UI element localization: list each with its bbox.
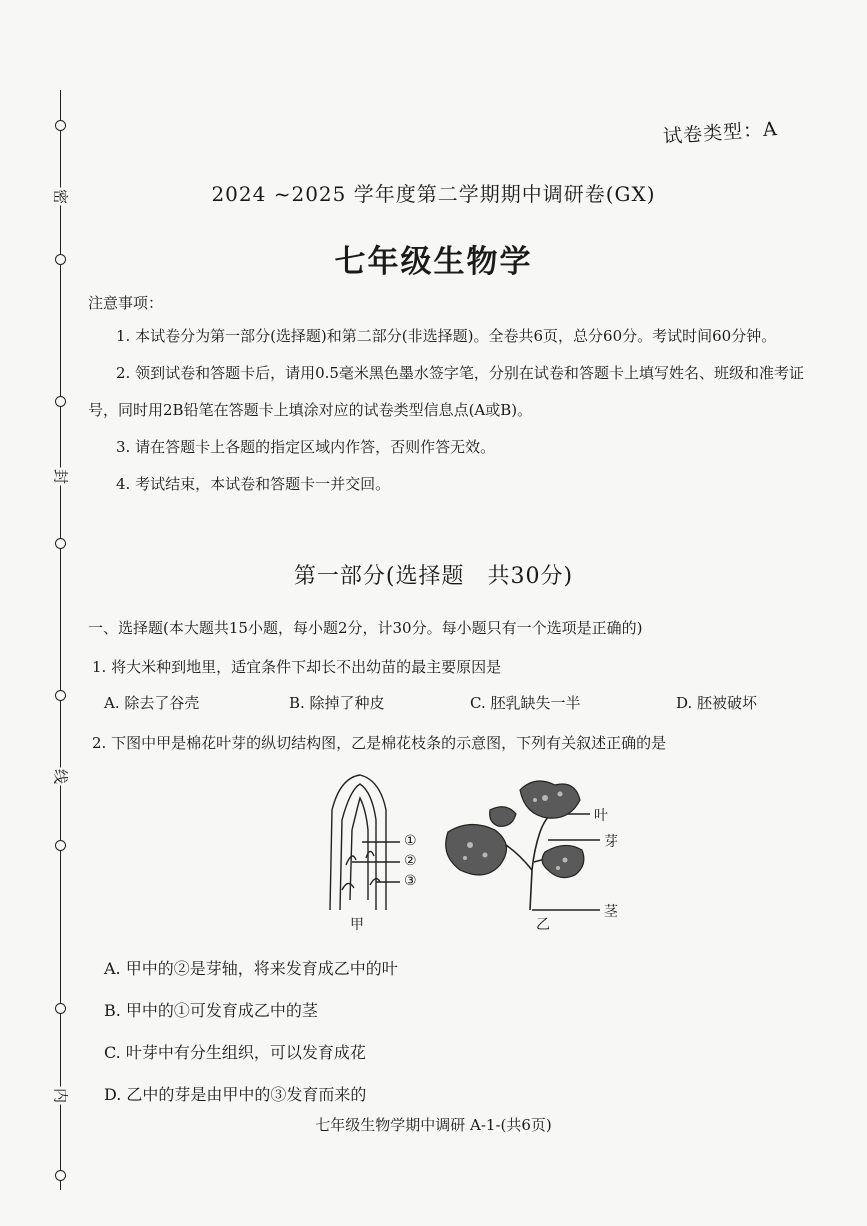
part-title: 第一部分(选择题 共30分) xyxy=(293,564,574,589)
option-a: A. 除去了谷壳 xyxy=(104,694,200,712)
option-b: B. 除掉了种皮 xyxy=(289,694,385,712)
marker-2: ② xyxy=(404,853,417,869)
notice-item: 1. 本试卷分为第一部分(选择题)和第二部分(非选择题)。全卷共6页，总分60分。考试时间60分钟。 xyxy=(116,327,777,345)
figure-drawing xyxy=(320,770,650,930)
question-2-figure xyxy=(320,770,650,933)
question-2-stem: 2. 下图中甲是棉花叶芽的纵切结构图，乙是棉花枝条的示意图，下列有关叙述正确的是 xyxy=(92,734,667,752)
label-leaf: 叶 xyxy=(594,808,608,824)
notice-item: 3. 请在答题卡上各题的指定区域内作答，否则作答无效。 xyxy=(116,438,496,456)
binding-char: 封 xyxy=(51,468,70,484)
label-yi: 乙 xyxy=(536,917,550,933)
binding-hole xyxy=(55,1003,66,1014)
exam-title: 2024 ~2025 学年度第二学期期中调研卷(GX) xyxy=(211,182,656,206)
paper-type: 试卷类型：A xyxy=(662,118,779,148)
label-stem: 茎 xyxy=(604,904,618,920)
marker-3: ③ xyxy=(404,873,417,889)
label-jia: 甲 xyxy=(350,917,364,933)
binding-hole xyxy=(55,538,66,549)
binding-hole xyxy=(55,120,66,131)
option-d: D. 胚被破坏 xyxy=(676,694,758,712)
notice-list xyxy=(88,318,808,503)
notice-item: 2. 领到试卷和答题卡后，请用0.5毫米黑色墨水签字笔，分别在试卷和答题卡上填写姓名、班级和准考证号，同时用2B铅笔在答题卡上填涂对应的试卷类型信息点(A或B)。 xyxy=(88,364,804,419)
q2-option-a: A. 甲中的②是芽轴，将来发育成乙中的叶 xyxy=(104,959,398,978)
question-1-stem: 1. 将大米种到地里，适宜条件下却长不出幼苗的最主要原因是 xyxy=(92,658,502,676)
q2-option-b: B. 甲中的①可发育成乙中的茎 xyxy=(104,1001,318,1020)
marker-1: ① xyxy=(404,833,417,849)
page-footer: 七年级生物学期中调研 A-1-(共6页) xyxy=(315,1116,552,1134)
binding-hole xyxy=(55,1170,66,1181)
binding-char: 密 xyxy=(51,188,70,204)
label-bud: 芽 xyxy=(604,834,618,850)
binding-char: 线 xyxy=(51,768,70,784)
binding-hole xyxy=(55,690,66,701)
option-c: C. 胚乳缺失一半 xyxy=(470,694,581,712)
notice-item: 4. 考试结束，本试卷和答题卡一并交回。 xyxy=(116,475,391,493)
q2-option-c: C. 叶芽中有分生组织，可以发育成花 xyxy=(104,1043,366,1062)
binding-hole xyxy=(55,840,66,851)
binding-hole xyxy=(55,396,66,407)
q2-option-d: D. 乙中的芽是由甲中的③发育而来的 xyxy=(104,1085,367,1104)
section-title: 一、选择题(本大题共15小题，每小题2分，计30分。每小题只有一个选项是正确的) xyxy=(88,619,643,637)
notice-heading: 注意事项： xyxy=(88,294,164,312)
binding-char: 内 xyxy=(51,1087,70,1103)
subject-title: 七年级生物学 xyxy=(334,244,533,280)
